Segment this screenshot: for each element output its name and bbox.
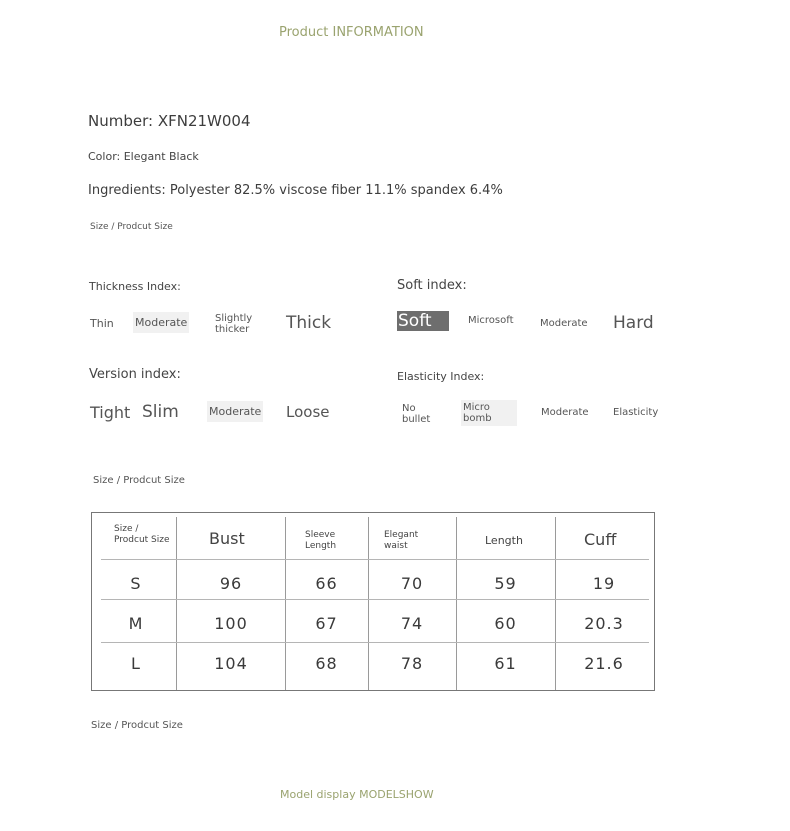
version-option-slim: Slim bbox=[142, 402, 179, 422]
product-ingredients: Ingredients: Polyester 82.5% viscose fiber 11.1% spandex 6.4% bbox=[88, 183, 503, 198]
table-cell-cuff: 20.3 bbox=[584, 614, 624, 633]
table-cell-sleeve-length: 66 bbox=[315, 574, 338, 593]
table-header-size: Size / Prodcut Size bbox=[114, 524, 170, 545]
version-option-tight: Tight bbox=[90, 403, 131, 422]
thickness-option-moderate-selected: Moderate bbox=[133, 312, 189, 333]
soft-index-label: Soft index: bbox=[397, 278, 467, 293]
table-divider bbox=[101, 599, 649, 600]
elasticity-option-micro-bomb-selected: Micro bomb bbox=[461, 400, 517, 426]
thickness-option-thin: Thin bbox=[90, 317, 114, 330]
thickness-index-label: Thickness Index: bbox=[89, 280, 181, 293]
elasticity-index-label: Elasticity Index: bbox=[397, 370, 485, 383]
version-index-label: Version index: bbox=[89, 367, 181, 382]
table-cell-length: 60 bbox=[494, 614, 517, 633]
elasticity-option-moderate: Moderate bbox=[541, 407, 589, 418]
table-cell-elegant-waist: 78 bbox=[400, 654, 424, 673]
table-header-cuff: Cuff bbox=[584, 530, 617, 549]
table-divider bbox=[101, 642, 649, 643]
soft-option-moderate: Moderate bbox=[540, 318, 588, 329]
product-color: Color: Elegant Black bbox=[88, 150, 199, 163]
table-header-length: Length bbox=[485, 534, 523, 547]
table-cell-elegant-waist: 70 bbox=[400, 574, 424, 593]
size-caption: Size / Prodcut Size bbox=[90, 222, 173, 232]
table-divider bbox=[101, 559, 649, 560]
table-cell-elegant-waist: 74 bbox=[400, 614, 424, 633]
soft-option-microsoft: Microsoft bbox=[468, 315, 514, 326]
elasticity-option-elasticity: Elasticity bbox=[613, 407, 659, 418]
size-caption: Size / Prodcut Size bbox=[91, 720, 183, 731]
table-cell-cuff: 21.6 bbox=[584, 654, 624, 673]
table-header-bust: Bust bbox=[209, 529, 245, 548]
table-cell-cuff: 19 bbox=[592, 574, 616, 593]
soft-option-hard: Hard bbox=[613, 313, 654, 333]
table-header-elegant-waist: Elegant waist bbox=[384, 530, 419, 551]
table-cell-size: L bbox=[131, 654, 141, 673]
elasticity-option-no-bullet: No bullet bbox=[402, 403, 431, 425]
thickness-option-thick: Thick bbox=[286, 313, 332, 333]
section-title-model-display: Model display MODELSHOW bbox=[280, 788, 434, 801]
section-title-product-information: Product INFORMATION bbox=[279, 25, 424, 40]
table-header-sleeve-length: Sleeve Length bbox=[305, 530, 337, 551]
table-cell-sleeve-length: 68 bbox=[315, 654, 338, 673]
table-cell-sleeve-length: 67 bbox=[315, 614, 338, 633]
table-cell-size: S bbox=[130, 574, 142, 593]
soft-option-soft-selected: Soft bbox=[397, 311, 449, 331]
thickness-option-slightly-thicker: Slightly thicker bbox=[215, 313, 253, 335]
size-table bbox=[91, 512, 655, 691]
size-caption: Size / Prodcut Size bbox=[93, 475, 185, 486]
version-option-loose: Loose bbox=[286, 403, 330, 421]
table-cell-bust: 100 bbox=[214, 614, 248, 633]
product-number: Number: XFN21W004 bbox=[88, 112, 251, 130]
table-cell-size: M bbox=[128, 614, 144, 633]
table-cell-length: 59 bbox=[494, 574, 517, 593]
table-cell-bust: 96 bbox=[219, 574, 243, 593]
table-cell-length: 61 bbox=[494, 654, 517, 673]
table-cell-bust: 104 bbox=[214, 654, 248, 673]
version-option-moderate-selected: Moderate bbox=[207, 401, 263, 422]
